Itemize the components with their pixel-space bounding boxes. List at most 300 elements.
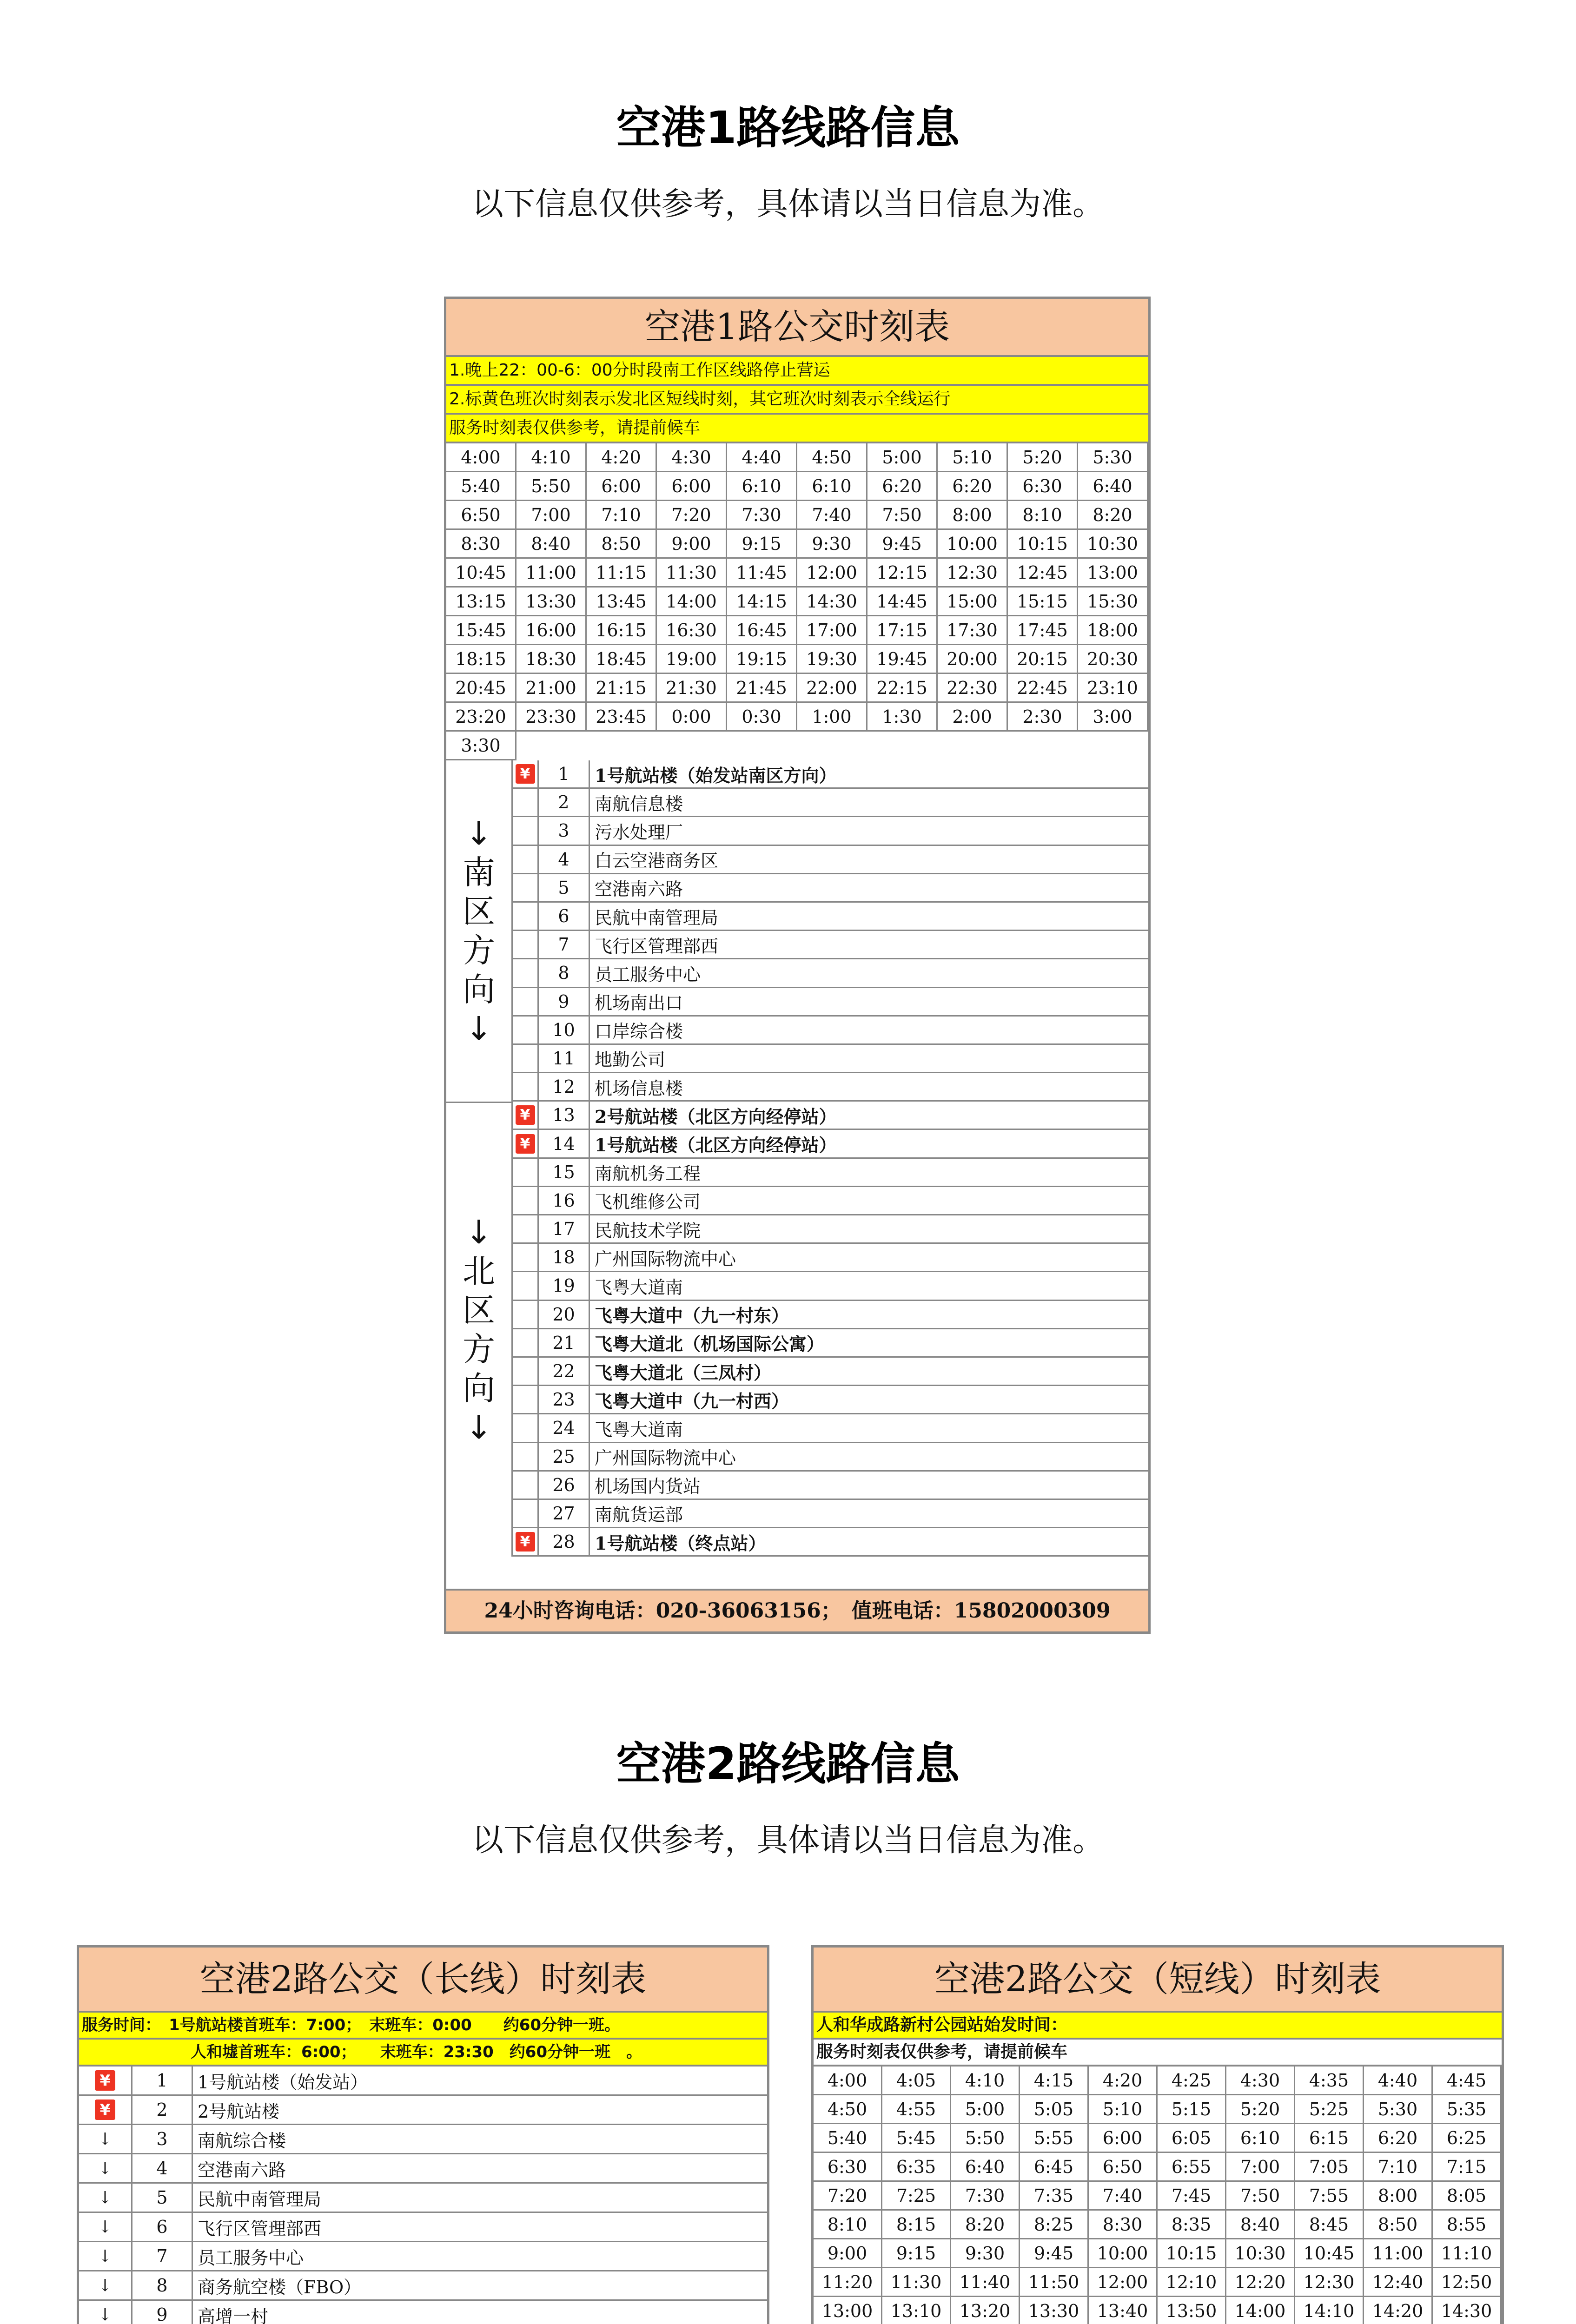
time-cell: 9:45: [1020, 2239, 1089, 2268]
time-cell: 7:20: [657, 501, 727, 530]
time-cell: 7:05: [1295, 2153, 1364, 2182]
stop-name: 南航机务工程: [595, 1163, 701, 1184]
time-cell: 6:50: [1089, 2153, 1158, 2182]
stop-name: 2号航站楼（北区方向经停站）: [595, 1106, 837, 1127]
ticket-icon: ¥: [516, 764, 535, 784]
stop-number: 25: [539, 1443, 590, 1470]
time-cell: 11:15: [587, 559, 657, 588]
time-cell: 20:45: [446, 674, 517, 703]
time-cell: 7:50: [867, 501, 938, 530]
time-cell: 5:10: [1089, 2095, 1158, 2124]
stop-number: 28: [539, 1528, 590, 1555]
time-cell: 23:10: [1078, 674, 1148, 703]
stop-number: 7: [132, 2242, 193, 2270]
time-cell: 22:45: [1008, 674, 1078, 703]
ticket-icon: ¥: [516, 1105, 535, 1125]
time-cell: 14:15: [727, 588, 797, 616]
time-cell: 4:25: [1158, 2067, 1226, 2095]
stop-name: 地勤公司: [595, 1050, 666, 1070]
time-cell: 8:20: [951, 2211, 1020, 2239]
time-cell: 6:35: [882, 2153, 951, 2182]
time-cell: 11:00: [517, 559, 587, 588]
time-cell: 5:30: [1364, 2095, 1433, 2124]
time-cell: 6:15: [1295, 2124, 1364, 2153]
time-cell: 5:30: [1078, 443, 1148, 472]
stop-row: [511, 1073, 1148, 1102]
time-cell: 13:50: [1158, 2297, 1226, 2324]
south-dir-label: [446, 760, 511, 1102]
down-arrow-icon: ↓: [98, 2305, 113, 2324]
time-cell: 12:15: [867, 559, 938, 588]
time-cell: 8:35: [1158, 2211, 1226, 2239]
stop-row: [511, 1329, 1148, 1358]
time-cell: 19:45: [867, 645, 938, 674]
stop-number: 22: [539, 1358, 590, 1385]
stop-number: 6: [539, 903, 590, 930]
ticket-icon: ¥: [516, 1134, 535, 1154]
stop-number: 9: [539, 988, 590, 1015]
stop-row: [511, 789, 1148, 817]
time-cell: 5:55: [1020, 2124, 1089, 2153]
stop-row: [79, 2184, 767, 2213]
stop-name: 飞机维修公司: [595, 1192, 701, 1213]
stop-number: 5: [539, 874, 590, 901]
time-cell: 8:45: [1295, 2211, 1364, 2239]
down-arrow-icon: ↓: [98, 2276, 113, 2295]
route1-timetable: [444, 297, 1151, 1634]
time-cell: 17:15: [867, 616, 938, 645]
stop-number: 8: [539, 959, 590, 986]
stop-row: [511, 1102, 1148, 1130]
route2-long-note-1: 服务时间： 1号航站楼首班车：7:00； 末班车：0:00 约60分钟一班。: [79, 2013, 767, 2040]
route1-note-1: 1.晚上22：00-6：00分时段南工作区线路停止营运: [446, 357, 1148, 386]
time-cell: 6:00: [657, 472, 727, 501]
stop-row: [511, 1443, 1148, 1472]
time-cell: 7:40: [1089, 2182, 1158, 2211]
time-cell: 7:45: [1158, 2182, 1226, 2211]
stop-number: 15: [539, 1159, 590, 1186]
time-cell: 6:10: [797, 472, 867, 501]
stop-number: 6: [132, 2213, 193, 2241]
stop-name: 机场南出口: [595, 993, 683, 1014]
time-cell: 5:05: [1020, 2095, 1089, 2124]
time-cell: 6:20: [867, 472, 938, 501]
stop-row: [511, 959, 1148, 988]
time-cell: 6:00: [1089, 2124, 1158, 2153]
ticket-icon: ¥: [516, 1532, 535, 1552]
time-cell: 6:10: [1226, 2124, 1295, 2153]
stop-name: 广州国际物流中心: [595, 1448, 736, 1469]
stop-name: 1号航站楼（始发站）: [198, 2072, 368, 2093]
stop-name: 飞粤大道北（机场国际公寓）: [595, 1334, 825, 1355]
time-cell: 3:30: [446, 732, 517, 760]
time-cell: 12:50: [1433, 2268, 1502, 2297]
stop-row: [511, 1500, 1148, 1528]
stop-name: 空港南六路: [595, 879, 683, 900]
down-arrow-icon: ↓: [98, 2159, 113, 2178]
stop-number: 26: [539, 1472, 590, 1499]
stop-name: 员工服务中心: [595, 964, 701, 985]
time-cell: 16:45: [727, 616, 797, 645]
time-cell: 11:20: [814, 2268, 882, 2297]
time-cell: 22:30: [938, 674, 1008, 703]
time-cell: 5:50: [951, 2124, 1020, 2153]
stop-row: [511, 903, 1148, 931]
stop-number: 17: [539, 1215, 590, 1242]
time-cell: 12:30: [1295, 2268, 1364, 2297]
route2-short-time-grid: [814, 2067, 1502, 2324]
time-cell: 0:00: [657, 703, 727, 732]
stop-name: 员工服务中心: [198, 2247, 304, 2268]
time-cell: 6:30: [814, 2153, 882, 2182]
down-arrow-icon: ↓: [465, 1213, 493, 1252]
time-cell: 9:15: [727, 530, 797, 559]
stop-row: [511, 817, 1148, 845]
route1-footer: 24小时咨询电话：020-36063156； 值班电话：15802000309: [446, 1589, 1148, 1631]
time-cell: 13:15: [446, 588, 517, 616]
time-cell: 5:35: [1433, 2095, 1502, 2124]
stop-name: 民航技术学院: [595, 1220, 701, 1241]
time-cell: 9:30: [951, 2239, 1020, 2268]
time-cell: 4:00: [814, 2067, 882, 2095]
stop-row: [79, 2213, 767, 2242]
time-cell: 6:50: [446, 501, 517, 530]
ticket-icon: ¥: [95, 2070, 115, 2091]
time-cell: 4:10: [517, 443, 587, 472]
stop-number: 12: [539, 1073, 590, 1100]
time-cell: 16:00: [517, 616, 587, 645]
route1-note-3: 服务时刻表仅供参考，请提前候车: [446, 415, 1148, 443]
time-cell: 5:15: [1158, 2095, 1226, 2124]
stop-row: [511, 1272, 1148, 1301]
time-cell: 4:05: [882, 2067, 951, 2095]
time-cell: 17:00: [797, 616, 867, 645]
time-cell: 8:50: [587, 530, 657, 559]
direction-char: 南: [463, 853, 495, 892]
route2-short-note-1: 人和华成路新村公园站始发时间：: [814, 2013, 1502, 2040]
stop-number: 3: [539, 817, 590, 844]
stop-name: 商务航空楼（FBO）: [198, 2277, 362, 2298]
time-cell: 6:40: [1078, 472, 1148, 501]
stop-number: 2: [132, 2096, 193, 2124]
time-cell: 20:00: [938, 645, 1008, 674]
time-cell: 21:00: [517, 674, 587, 703]
time-cell: 4:50: [814, 2095, 882, 2124]
time-cell: 4:40: [1364, 2067, 1433, 2095]
time-cell: 5:40: [446, 472, 517, 501]
time-cell: 21:15: [587, 674, 657, 703]
time-cell: 4:30: [657, 443, 727, 472]
stop-name: 飞行区管理部西: [595, 936, 719, 957]
time-cell: 8:25: [1020, 2211, 1089, 2239]
time-cell: 12:00: [1089, 2268, 1158, 2297]
stop-number: 14: [539, 1130, 590, 1157]
time-cell: 12:40: [1364, 2268, 1433, 2297]
time-cell: 16:15: [587, 616, 657, 645]
time-cell: 7:00: [517, 501, 587, 530]
time-cell: 8:20: [1078, 501, 1148, 530]
time-cell: 4:50: [797, 443, 867, 472]
stop-number: 10: [539, 1017, 590, 1043]
time-cell: 9:00: [657, 530, 727, 559]
down-arrow-icon: ↓: [98, 2217, 113, 2237]
time-cell: 22:15: [867, 674, 938, 703]
time-cell: 4:20: [587, 443, 657, 472]
stop-name: 2号航站楼: [198, 2101, 280, 2122]
time-cell: 11:10: [1433, 2239, 1502, 2268]
down-arrow-icon: ↓: [98, 2246, 113, 2266]
time-cell: 4:00: [446, 443, 517, 472]
time-cell: 10:45: [1295, 2239, 1364, 2268]
stop-number: 20: [539, 1301, 590, 1328]
time-cell: 21:45: [727, 674, 797, 703]
time-cell: 14:10: [1295, 2297, 1364, 2324]
time-cell: 5:45: [882, 2124, 951, 2153]
time-cell: 10:15: [1158, 2239, 1226, 2268]
time-cell: 15:30: [1078, 588, 1148, 616]
stop-name: 1号航站楼（始发站南区方向）: [595, 765, 837, 786]
time-cell: 18:45: [587, 645, 657, 674]
time-cell: 17:30: [938, 616, 1008, 645]
time-cell: 7:50: [1226, 2182, 1295, 2211]
ticket-icon: ¥: [95, 2100, 115, 2120]
time-cell: 7:15: [1433, 2153, 1502, 2182]
time-cell: 13:20: [951, 2297, 1020, 2324]
section2-title: 空港2路线路信息: [616, 1738, 960, 1790]
stop-name: 民航中南管理局: [198, 2189, 322, 2210]
route2-short-timetable: [811, 1945, 1504, 2324]
time-cell: 11:30: [657, 559, 727, 588]
time-cell: 8:00: [1364, 2182, 1433, 2211]
stop-number: 4: [539, 846, 590, 873]
time-cell: 7:55: [1295, 2182, 1364, 2211]
time-cell: 6:20: [938, 472, 1008, 501]
time-cell: 13:30: [1020, 2297, 1089, 2324]
stop-row: [511, 1472, 1148, 1500]
time-cell: 13:10: [882, 2297, 951, 2324]
time-cell: 19:00: [657, 645, 727, 674]
stop-row: [79, 2125, 767, 2154]
time-cell: 10:00: [938, 530, 1008, 559]
route1-note-2: 2.标黄色班次时刻表示发北区短线时刻，其它班次时刻表示全线运行: [446, 386, 1148, 415]
time-cell: 14:20: [1364, 2297, 1433, 2324]
time-cell: 8:15: [882, 2211, 951, 2239]
time-cell: 12:30: [938, 559, 1008, 588]
stop-row: [511, 874, 1148, 903]
stop-name: 民航中南管理局: [595, 907, 719, 928]
stop-row: [511, 1301, 1148, 1329]
stop-name: 南航货运部: [595, 1505, 683, 1525]
time-cell: 14:00: [657, 588, 727, 616]
time-cell: 4:55: [882, 2095, 951, 2124]
stop-row: [511, 1045, 1148, 1073]
time-cell: 6:30: [1008, 472, 1078, 501]
stop-number: 4: [132, 2154, 193, 2182]
stop-number: 8: [132, 2271, 193, 2299]
time-cell: 4:15: [1020, 2067, 1089, 2095]
stop-number: 9: [132, 2301, 193, 2324]
time-cell: 5:20: [1226, 2095, 1295, 2124]
stop-name: 机场信息楼: [595, 1078, 683, 1099]
time-cell: 14:30: [1433, 2297, 1502, 2324]
time-cell: 10:45: [446, 559, 517, 588]
time-cell: 23:20: [446, 703, 517, 732]
time-cell: 9:00: [814, 2239, 882, 2268]
direction-char: 区: [463, 1291, 495, 1330]
time-cell: 8:55: [1433, 2211, 1502, 2239]
direction-char: 方: [463, 931, 495, 970]
stop-name: 飞粤大道北（三凤村）: [595, 1362, 772, 1383]
time-cell: 19:30: [797, 645, 867, 674]
stop-row: [511, 1130, 1148, 1158]
down-arrow-icon: ↓: [465, 814, 493, 853]
time-cell: 1:30: [867, 703, 938, 732]
time-cell: 13:30: [517, 588, 587, 616]
time-cell: 13:45: [587, 588, 657, 616]
time-cell: 11:40: [951, 2268, 1020, 2297]
time-cell: 10:30: [1078, 530, 1148, 559]
stop-number: 13: [539, 1102, 590, 1129]
time-cell: 17:45: [1008, 616, 1078, 645]
time-cell: 15:00: [938, 588, 1008, 616]
time-cell: 7:25: [882, 2182, 951, 2211]
time-cell: 18:30: [517, 645, 587, 674]
time-cell: 8:00: [938, 501, 1008, 530]
stop-name: 1号航站楼（终点站）: [595, 1532, 766, 1554]
stop-row: [79, 2096, 767, 2125]
time-cell: 8:10: [1008, 501, 1078, 530]
stop-row: [511, 1414, 1148, 1443]
time-cell: 6:40: [951, 2153, 1020, 2182]
time-cell: 4:40: [727, 443, 797, 472]
stop-name: 南航综合楼: [198, 2130, 286, 2151]
stop-name: 广州国际物流中心: [595, 1248, 736, 1269]
time-cell: 5:40: [814, 2124, 882, 2153]
time-cell: 8:05: [1433, 2182, 1502, 2211]
stop-number: 19: [539, 1272, 590, 1299]
time-cell: 7:40: [797, 501, 867, 530]
direction-char: 北: [463, 1252, 495, 1291]
time-cell: 4:35: [1295, 2067, 1364, 2095]
time-cell: 6:20: [1364, 2124, 1433, 2153]
time-cell: 10:15: [1008, 530, 1078, 559]
stop-name: 白云空港商务区: [595, 851, 719, 872]
time-cell: 16:30: [657, 616, 727, 645]
stop-number: 24: [539, 1414, 590, 1441]
direction-char: 向: [463, 971, 495, 1009]
stop-name: 飞行区管理部西: [198, 2218, 322, 2239]
time-cell: 11:50: [1020, 2268, 1089, 2297]
stop-name: 口岸综合楼: [595, 1021, 683, 1042]
stop-number: 1: [132, 2067, 193, 2094]
time-cell: 7:35: [1020, 2182, 1089, 2211]
stop-row: [511, 1244, 1148, 1272]
stop-number: 3: [132, 2125, 193, 2153]
time-cell: 7:30: [951, 2182, 1020, 2211]
time-cell: 6:10: [727, 472, 797, 501]
time-cell: 5:00: [951, 2095, 1020, 2124]
time-cell: 12:00: [797, 559, 867, 588]
stop-name: 飞粤大道南: [595, 1277, 683, 1298]
time-cell: 5:00: [867, 443, 938, 472]
time-cell: 15:15: [1008, 588, 1078, 616]
time-cell: 6:55: [1158, 2153, 1226, 2182]
time-cell: 23:45: [587, 703, 657, 732]
down-arrow-icon: ↓: [98, 2188, 113, 2207]
stop-name: 飞粤大道中（九一村东）: [595, 1305, 789, 1327]
time-cell: 11:00: [1364, 2239, 1433, 2268]
direction-char: 区: [463, 892, 495, 931]
time-cell: 12:10: [1158, 2268, 1226, 2297]
route2-long-stop-list: [79, 2067, 767, 2324]
time-cell: 4:10: [951, 2067, 1020, 2095]
section1-subtitle: 以下信息仅供参考，具体请以当日信息为准。: [471, 186, 1104, 223]
stop-row: [511, 1386, 1148, 1414]
route1-table-title: 空港1路公交时刻表: [446, 299, 1148, 357]
time-cell: 7:10: [587, 501, 657, 530]
time-cell: 11:30: [882, 2268, 951, 2297]
time-cell: 12:20: [1226, 2268, 1295, 2297]
stop-name: 高增一村: [198, 2306, 269, 2324]
time-cell: 4:45: [1433, 2067, 1502, 2095]
down-arrow-icon: ↓: [98, 2129, 113, 2149]
stop-row: [511, 846, 1148, 874]
stop-number: 7: [539, 931, 590, 958]
stop-name: 污水处理厂: [595, 822, 683, 843]
route2-short-note-2: 服务时刻表仅供参考，请提前候车: [814, 2040, 1502, 2067]
time-cell: 14:30: [797, 588, 867, 616]
time-cell: 8:50: [1364, 2211, 1433, 2239]
stop-name: 机场国内货站: [595, 1476, 701, 1497]
time-cell: 20:15: [1008, 645, 1078, 674]
time-cell: 4:20: [1089, 2067, 1158, 2095]
route2-long-note-2: 人和墟首班车：6:00； 末班车：23:30 约60分钟一班 。: [79, 2040, 767, 2067]
route2-long-title: 空港2路公交（长线）时刻表: [79, 1948, 767, 2013]
time-cell: 7:00: [1226, 2153, 1295, 2182]
time-cell: 8:40: [517, 530, 587, 559]
time-cell: 5:25: [1295, 2095, 1364, 2124]
stop-number: 21: [539, 1329, 590, 1356]
stop-row: [511, 931, 1148, 959]
time-cell: 22:00: [797, 674, 867, 703]
route2-short-title: 空港2路公交（短线）时刻表: [814, 1948, 1502, 2013]
time-cell: 13:00: [1078, 559, 1148, 588]
time-cell: 19:15: [727, 645, 797, 674]
stop-row: [511, 1215, 1148, 1244]
time-cell: 10:30: [1226, 2239, 1295, 2268]
time-cell: 0:30: [727, 703, 797, 732]
stop-name: 1号航站楼（北区方向经停站）: [595, 1135, 837, 1156]
route2-long-timetable: [77, 1945, 769, 2324]
stop-row: [511, 1159, 1148, 1187]
route1-time-grid: [446, 443, 1148, 760]
stop-row: [511, 1187, 1148, 1215]
time-cell: 6:25: [1433, 2124, 1502, 2153]
stop-row: [511, 1528, 1148, 1557]
time-cell: 10:00: [1089, 2239, 1158, 2268]
time-cell: 18:15: [446, 645, 517, 674]
time-cell: 9:15: [882, 2239, 951, 2268]
stop-number: 23: [539, 1386, 590, 1413]
time-cell: 8:10: [814, 2211, 882, 2239]
stop-row: [511, 1017, 1148, 1045]
time-cell: 9:30: [797, 530, 867, 559]
time-cell: 2:00: [938, 703, 1008, 732]
section2-subtitle: 以下信息仅供参考，具体请以当日信息为准。: [471, 1822, 1104, 1859]
time-cell: 5:20: [1008, 443, 1078, 472]
stop-number: 27: [539, 1500, 590, 1527]
stop-name: 南航信息楼: [595, 793, 683, 814]
